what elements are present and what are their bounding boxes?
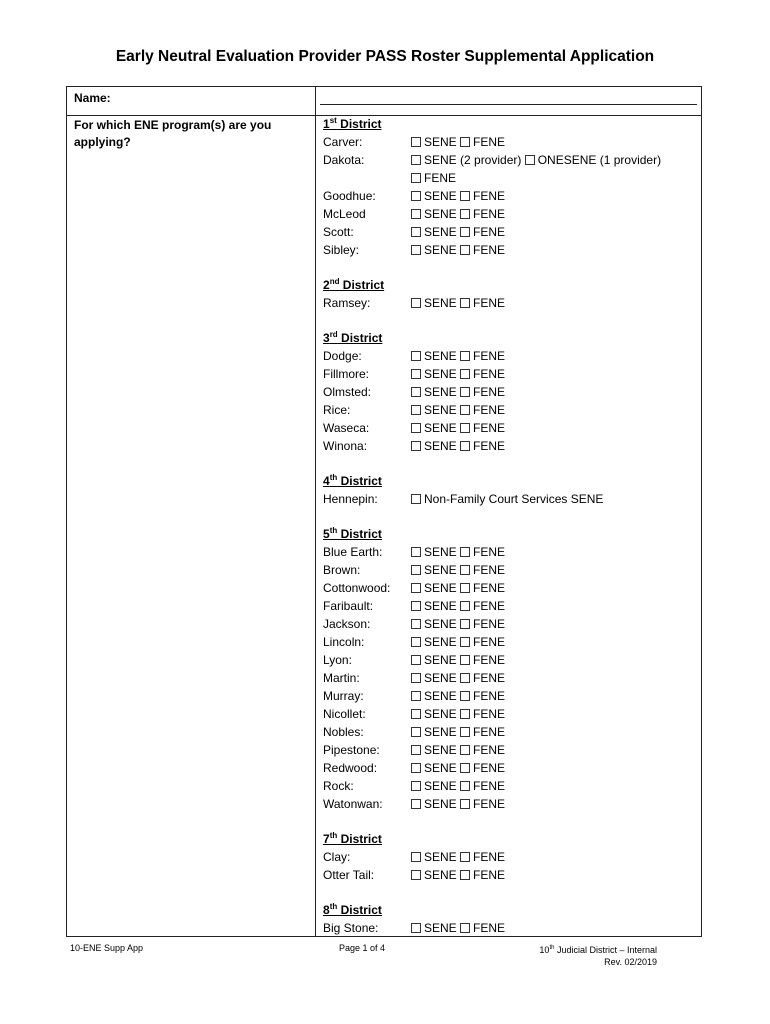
footer-district-text: Judicial District – Internal xyxy=(554,945,657,955)
county-row xyxy=(323,741,698,759)
option-label: SENE xyxy=(424,349,457,363)
county-options xyxy=(411,561,505,579)
option-label: FENE xyxy=(473,563,506,577)
checkbox[interactable] xyxy=(460,799,470,809)
district-heading xyxy=(323,830,698,848)
county-row xyxy=(323,633,698,651)
county-options xyxy=(411,866,505,884)
checkbox[interactable] xyxy=(460,387,470,397)
county-options xyxy=(411,437,505,455)
option-label: SENE xyxy=(424,189,457,203)
footer-form-id: 10-ENE Supp App xyxy=(70,943,144,953)
county-row xyxy=(323,615,698,633)
county-row xyxy=(323,347,698,365)
footer-district xyxy=(490,942,657,968)
checkbox[interactable] xyxy=(460,745,470,755)
option-label: SENE xyxy=(424,653,457,667)
county-options xyxy=(411,669,505,687)
checkbox[interactable] xyxy=(460,673,470,683)
district-label: District xyxy=(339,278,385,292)
checkbox[interactable] xyxy=(411,583,421,593)
checkbox[interactable] xyxy=(411,173,421,183)
county-options xyxy=(411,615,505,633)
district-number: 5 xyxy=(323,527,330,541)
checkbox[interactable] xyxy=(460,655,470,665)
option-label: ONESENE (1 provider) xyxy=(537,153,662,167)
option-label: FENE xyxy=(473,653,506,667)
county-row xyxy=(323,795,698,813)
checkbox[interactable] xyxy=(460,870,470,880)
county-row xyxy=(323,866,698,884)
checkbox[interactable] xyxy=(411,870,421,880)
option-label: SENE xyxy=(424,243,457,257)
county-row xyxy=(323,187,698,205)
district-number: 3 xyxy=(323,331,330,345)
checkbox[interactable] xyxy=(411,155,421,165)
checkbox[interactable] xyxy=(460,583,470,593)
option-label: FENE xyxy=(473,243,506,257)
county-options xyxy=(411,848,505,866)
option-label: Non-Family Court Services SENE xyxy=(424,492,604,506)
county-name: Dakota: xyxy=(323,153,365,167)
option-label: SENE xyxy=(424,689,457,703)
county-name: Cottonwood: xyxy=(323,581,391,595)
checkbox[interactable] xyxy=(460,691,470,701)
county-name: Blue Earth: xyxy=(323,545,383,559)
option-label: FENE xyxy=(473,797,506,811)
checkbox[interactable] xyxy=(411,655,421,665)
checkbox[interactable] xyxy=(460,601,470,611)
option-label: SENE xyxy=(424,725,457,739)
county-name: Ramsey: xyxy=(323,296,371,310)
county-options xyxy=(411,705,505,723)
option-label: FENE xyxy=(473,581,506,595)
district-label: District xyxy=(336,117,382,131)
district-heading xyxy=(323,115,698,133)
county-name: Fillmore: xyxy=(323,367,370,381)
county-name: Carver: xyxy=(323,135,363,149)
county-options xyxy=(411,365,505,383)
county-options xyxy=(411,687,505,705)
footer-page-number: Page 1 of 4 xyxy=(339,943,386,953)
county-row xyxy=(323,848,698,866)
checkbox[interactable] xyxy=(411,441,421,451)
option-label: SENE xyxy=(424,296,457,310)
county-options xyxy=(411,651,505,669)
county-options xyxy=(411,347,505,365)
county-options xyxy=(411,151,661,169)
county-row xyxy=(323,759,698,777)
county-row xyxy=(323,597,698,615)
county-name: Nobles: xyxy=(323,725,364,739)
county-name: Murray: xyxy=(323,689,364,703)
county-row xyxy=(323,543,698,561)
checkbox[interactable] xyxy=(460,547,470,557)
footer-revision: Rev. 02/2019 xyxy=(604,957,657,967)
county-row xyxy=(323,401,698,419)
checkbox[interactable] xyxy=(411,781,421,791)
district-number: 4 xyxy=(323,474,330,488)
column-divider xyxy=(315,87,316,936)
option-label: SENE xyxy=(424,421,457,435)
county-row xyxy=(323,437,698,455)
option-label: FENE xyxy=(473,545,506,559)
option-label: SENE xyxy=(424,439,457,453)
county-options xyxy=(411,241,505,259)
county-name: McLeod xyxy=(323,207,366,221)
district-suffix: st xyxy=(329,116,337,125)
checkbox[interactable] xyxy=(411,691,421,701)
county-name: Lincoln: xyxy=(323,635,365,649)
checkbox[interactable] xyxy=(460,137,470,147)
county-name: Olmsted: xyxy=(323,385,372,399)
county-options xyxy=(411,187,505,205)
option-label: FENE xyxy=(473,367,506,381)
option-label: SENE xyxy=(424,797,457,811)
county-options xyxy=(411,919,505,937)
district-suffix: th xyxy=(329,831,338,840)
county-row xyxy=(323,723,698,741)
checkbox[interactable] xyxy=(460,441,470,451)
option-label: SENE xyxy=(424,921,457,935)
checkbox[interactable] xyxy=(411,191,421,201)
district-suffix: nd xyxy=(329,277,340,286)
district-suffix: th xyxy=(329,902,338,911)
option-label: FENE xyxy=(473,617,506,631)
option-label: FENE xyxy=(473,421,506,435)
checkbox[interactable] xyxy=(411,799,421,809)
county-row xyxy=(323,223,698,241)
option-label: FENE xyxy=(473,403,506,417)
option-label: SENE xyxy=(424,743,457,757)
option-label: FENE xyxy=(473,725,506,739)
county-row xyxy=(323,687,698,705)
county-name: Lyon: xyxy=(323,653,352,667)
checkbox[interactable] xyxy=(411,137,421,147)
county-row xyxy=(323,651,698,669)
option-label: SENE (2 provider) xyxy=(424,153,522,167)
option-label: FENE xyxy=(473,599,506,613)
option-label: FENE xyxy=(473,707,506,721)
county-name: Martin: xyxy=(323,671,360,685)
county-options xyxy=(411,294,505,312)
district-number: 1 xyxy=(323,117,330,131)
option-label: SENE xyxy=(424,617,457,631)
option-label: SENE xyxy=(424,135,457,149)
county-options xyxy=(411,759,505,777)
checkbox[interactable] xyxy=(411,494,421,504)
checkbox[interactable] xyxy=(460,619,470,629)
option-label: SENE xyxy=(424,850,457,864)
county-options xyxy=(411,795,505,813)
checkbox[interactable] xyxy=(460,637,470,647)
district-heading xyxy=(323,472,698,490)
footer-district-suffix: th xyxy=(549,945,555,951)
district-suffix: rd xyxy=(329,330,338,339)
county-row xyxy=(323,419,698,437)
county-options xyxy=(411,597,505,615)
county-options xyxy=(411,723,505,741)
checkbox[interactable] xyxy=(411,673,421,683)
option-label: SENE xyxy=(424,403,457,417)
option-label: SENE xyxy=(424,761,457,775)
district-label: District xyxy=(337,832,382,846)
district-label: District xyxy=(337,474,382,488)
county-options xyxy=(411,633,505,651)
option-label: SENE xyxy=(424,207,457,221)
checkbox[interactable] xyxy=(460,351,470,361)
checkbox[interactable] xyxy=(460,191,470,201)
option-label: SENE xyxy=(424,671,457,685)
district-heading xyxy=(323,901,698,919)
county-name: Dodge: xyxy=(323,349,362,363)
district-number: 8 xyxy=(323,903,330,917)
checkbox[interactable] xyxy=(411,745,421,755)
option-label: FENE xyxy=(473,761,506,775)
checkbox[interactable] xyxy=(460,709,470,719)
checkbox[interactable] xyxy=(411,245,421,255)
county-name: Redwood: xyxy=(323,761,378,775)
county-row xyxy=(323,133,698,151)
option-label: SENE xyxy=(424,599,457,613)
county-row xyxy=(323,151,698,169)
checkbox[interactable] xyxy=(460,245,470,255)
county-name: Rice: xyxy=(323,403,351,417)
option-label: FENE xyxy=(473,135,506,149)
checkbox[interactable] xyxy=(411,405,421,415)
option-label: FENE xyxy=(473,225,506,239)
county-name: Clay: xyxy=(323,850,351,864)
option-label: FENE xyxy=(473,921,506,935)
county-name: Pipestone: xyxy=(323,743,380,757)
application-form xyxy=(66,86,702,937)
county-name: Scott: xyxy=(323,225,354,239)
district-number: 7 xyxy=(323,832,330,846)
checkbox[interactable] xyxy=(411,387,421,397)
checkbox[interactable] xyxy=(411,209,421,219)
checkbox[interactable] xyxy=(460,405,470,415)
option-label: FENE xyxy=(473,671,506,685)
county-options xyxy=(411,401,505,419)
county-name: Waseca: xyxy=(323,421,370,435)
option-label: FENE xyxy=(473,385,506,399)
checkbox[interactable] xyxy=(411,423,421,433)
option-label: FENE xyxy=(473,868,506,882)
option-label: SENE xyxy=(424,635,457,649)
checkbox[interactable] xyxy=(411,727,421,737)
district-label: District xyxy=(337,331,383,345)
county-options xyxy=(411,383,505,401)
checkbox[interactable] xyxy=(460,565,470,575)
option-label: FENE xyxy=(473,296,506,310)
document-title: Early Neutral Evaluation Provider PASS Roster Supplemental Application xyxy=(115,48,655,65)
option-label: FENE xyxy=(473,439,506,453)
county-options xyxy=(411,777,505,795)
district-options xyxy=(323,115,698,937)
county-name: Jackson: xyxy=(323,617,371,631)
county-name: Sibley: xyxy=(323,243,360,257)
checkbox[interactable] xyxy=(411,601,421,611)
district-number: 2 xyxy=(323,278,330,292)
checkbox[interactable] xyxy=(411,565,421,575)
name-label: Name: xyxy=(74,91,111,105)
checkbox[interactable] xyxy=(460,727,470,737)
county-options xyxy=(411,205,505,223)
district-heading xyxy=(323,276,698,294)
checkbox[interactable] xyxy=(460,763,470,773)
footer-district-num: 10 xyxy=(539,945,550,955)
county-options xyxy=(411,169,456,187)
county-name: Hennepin: xyxy=(323,492,378,506)
option-label: SENE xyxy=(424,367,457,381)
checkbox[interactable] xyxy=(411,923,421,933)
program-question-label: For which ENE program(s) are you applying? xyxy=(74,118,272,149)
county-row xyxy=(323,705,698,723)
county-name: Nicollet: xyxy=(323,707,366,721)
option-label: SENE xyxy=(424,225,457,239)
checkbox[interactable] xyxy=(411,369,421,379)
checkbox[interactable] xyxy=(411,852,421,862)
district-heading xyxy=(323,329,698,347)
county-options xyxy=(411,223,505,241)
district-label: District xyxy=(337,527,382,541)
checkbox[interactable] xyxy=(460,227,470,237)
county-row xyxy=(323,383,698,401)
checkbox[interactable] xyxy=(460,852,470,862)
county-row xyxy=(323,669,698,687)
county-row xyxy=(323,919,698,937)
checkbox[interactable] xyxy=(411,351,421,361)
county-name: Otter Tail: xyxy=(323,868,375,882)
checkbox[interactable] xyxy=(411,227,421,237)
checkbox[interactable] xyxy=(460,209,470,219)
district-suffix: th xyxy=(329,526,338,535)
county-name: Faribault: xyxy=(323,599,374,613)
checkbox[interactable] xyxy=(460,923,470,933)
checkbox[interactable] xyxy=(411,298,421,308)
option-label: SENE xyxy=(424,707,457,721)
option-label: FENE xyxy=(473,850,506,864)
checkbox[interactable] xyxy=(411,547,421,557)
checkbox[interactable] xyxy=(411,709,421,719)
district-label: District xyxy=(337,903,382,917)
checkbox[interactable] xyxy=(460,298,470,308)
checkbox[interactable] xyxy=(411,763,421,773)
name-field[interactable] xyxy=(320,104,697,105)
county-name: Goodhue: xyxy=(323,189,376,203)
option-label: FENE xyxy=(473,779,506,793)
district-heading xyxy=(323,525,698,543)
county-row xyxy=(323,561,698,579)
option-label: FENE xyxy=(424,171,457,185)
option-label: FENE xyxy=(473,635,506,649)
county-row xyxy=(323,579,698,597)
checkbox[interactable] xyxy=(411,619,421,629)
county-name: Winona: xyxy=(323,439,368,453)
county-options xyxy=(411,543,505,561)
county-options xyxy=(411,419,505,437)
county-name: Brown: xyxy=(323,563,361,577)
option-label: FENE xyxy=(473,207,506,221)
option-label: SENE xyxy=(424,385,457,399)
checkbox[interactable] xyxy=(411,637,421,647)
option-label: SENE xyxy=(424,581,457,595)
option-label: SENE xyxy=(424,545,457,559)
district-suffix: th xyxy=(329,473,338,482)
checkbox[interactable] xyxy=(460,423,470,433)
county-options xyxy=(411,579,505,597)
option-label: SENE xyxy=(424,563,457,577)
county-row-continued xyxy=(323,169,698,187)
county-name: Rock: xyxy=(323,779,354,793)
county-options xyxy=(411,133,505,151)
county-row xyxy=(323,205,698,223)
county-row xyxy=(323,365,698,383)
checkbox[interactable] xyxy=(460,369,470,379)
option-label: SENE xyxy=(424,779,457,793)
option-label: FENE xyxy=(473,349,506,363)
checkbox[interactable] xyxy=(525,155,535,165)
county-options xyxy=(411,490,603,508)
county-name: Big Stone: xyxy=(323,921,379,935)
county-row xyxy=(323,777,698,795)
option-label: FENE xyxy=(473,689,506,703)
county-row xyxy=(323,241,698,259)
county-name: Watonwan: xyxy=(323,797,383,811)
checkbox[interactable] xyxy=(460,781,470,791)
option-label: FENE xyxy=(473,743,506,757)
option-label: SENE xyxy=(424,868,457,882)
county-row xyxy=(323,294,698,312)
option-label: FENE xyxy=(473,189,506,203)
county-row xyxy=(323,490,698,508)
county-options xyxy=(411,741,505,759)
